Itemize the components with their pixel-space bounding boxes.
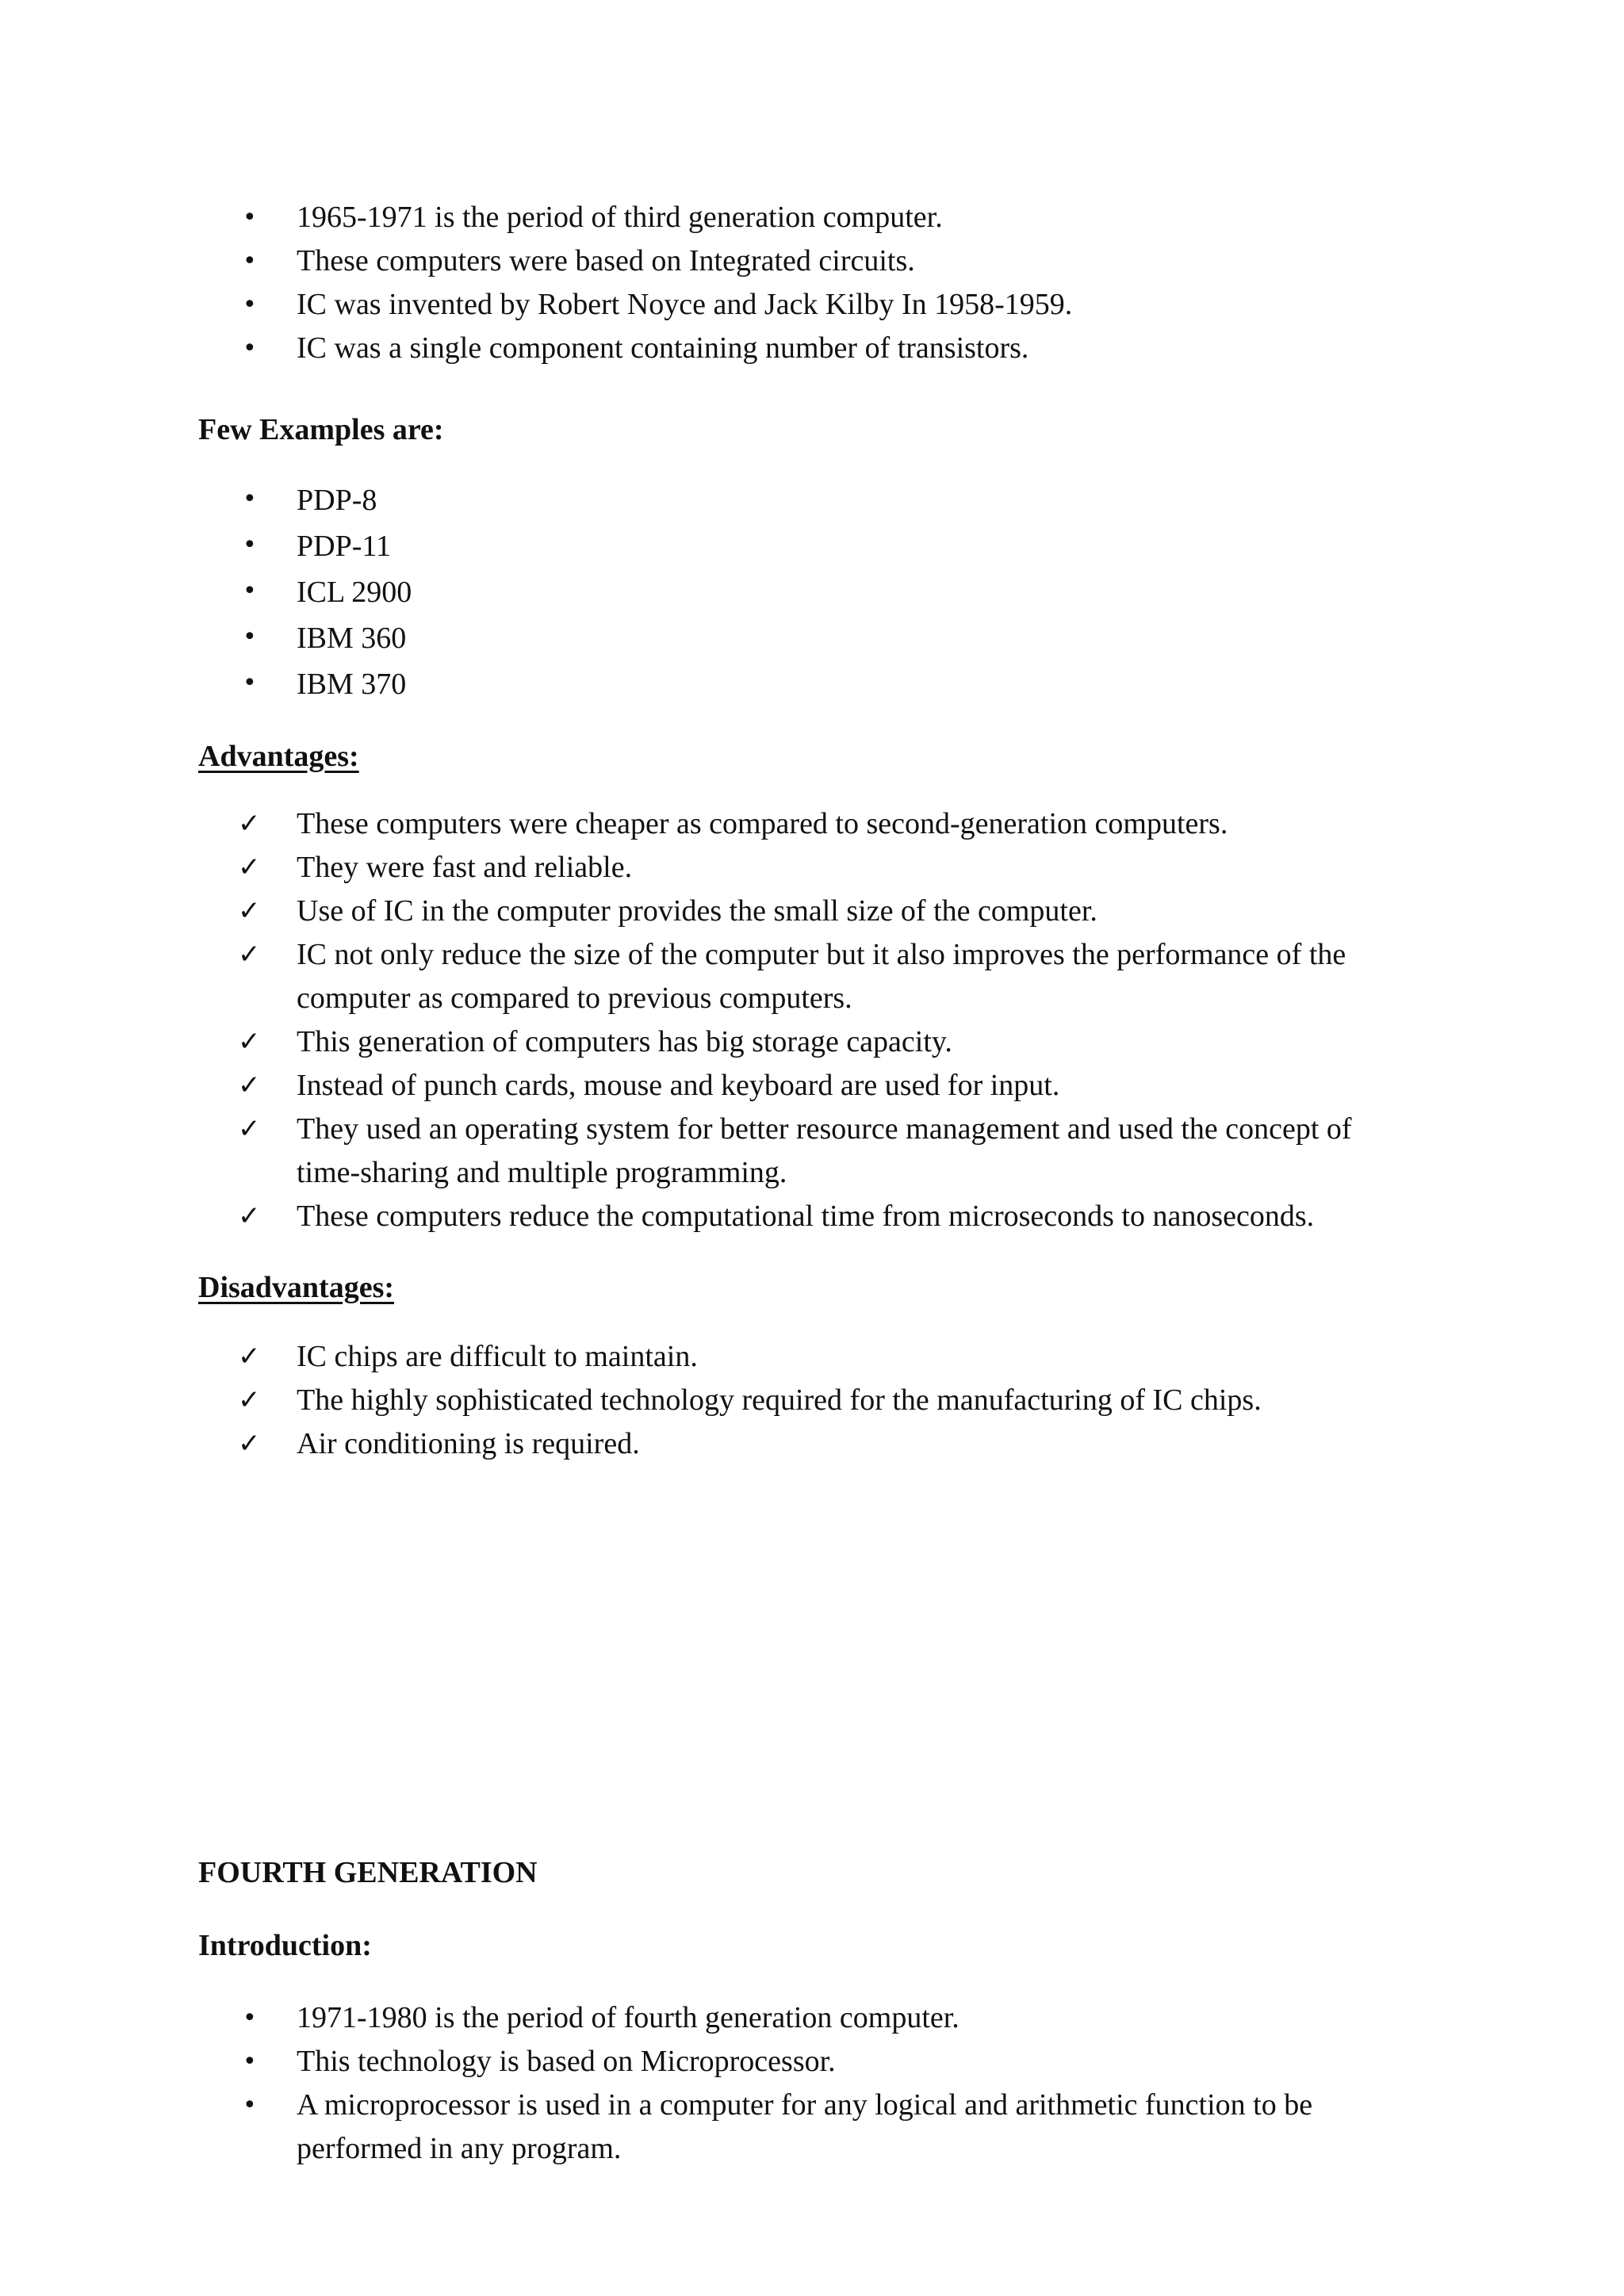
list-item [198,1020,1419,1064]
checkmark-icon: ✓ [238,939,261,970]
advantage-text: This generation of computers has big storage capacity. [297,1025,952,1058]
bullet-icon: • [243,485,257,513]
bullet-text: This technology is based on Microprocessor. [297,2045,836,2078]
checkmark-icon: ✓ [238,1113,261,1145]
checkmark-icon: ✓ [238,1341,261,1372]
fourth-generation-bullet-list [198,1996,1419,2171]
bullet-text: A microprocessor is used in a computer for any logical and arithmetic function to be performed in any program. [297,2088,1313,2165]
list-item [198,196,1419,239]
advantage-text: Use of IC in the computer provides the small size of the computer. [297,894,1097,928]
list-item [198,615,1419,661]
bullet-text: IC was invented by Robert Noyce and Jack Kilby In 1958-1959. [297,288,1073,321]
advantage-text: They used an operating system for better resource management and used the concept of time-sharing and multiple programming. [297,1112,1352,1189]
list-item [198,1379,1419,1422]
advantages-heading: Advantages: [198,740,359,773]
list-item [198,1996,1419,2040]
bullet-icon: • [243,335,257,362]
checkmark-icon: ✓ [238,1384,261,1416]
checkmark-icon: ✓ [238,1026,261,1058]
disadvantage-text: IC chips are difficult to maintain. [297,1340,698,1373]
list-item [198,1335,1419,1379]
bullet-icon: • [243,291,257,319]
list-item [198,569,1419,615]
list-item [198,846,1419,890]
example-text: IBM 360 [297,622,407,655]
bullet-icon: • [243,623,257,651]
disadvantage-text: The highly sophisticated technology required for the manufacturing of IC chips. [297,1383,1262,1417]
example-text: ICL 2900 [297,576,412,609]
list-item [198,933,1419,1020]
bullet-text: 1971-1980 is the period of fourth generation computer. [297,2001,959,2034]
bullet-icon: • [243,204,257,232]
list-item [198,1422,1419,1466]
examples-list [198,477,1419,707]
bullet-icon: • [243,2091,257,2119]
examples-heading: Few Examples are: [198,413,444,446]
advantage-text: These computers reduce the computational time from microseconds to nanoseconds. [297,1200,1315,1233]
checkmark-icon: ✓ [238,895,261,927]
disadvantages-list [198,1335,1419,1466]
checkmark-icon: ✓ [238,851,261,883]
list-item [198,327,1419,370]
bullet-icon: • [243,577,257,605]
list-item [198,802,1419,846]
bullet-icon: • [243,2048,257,2076]
bullet-icon: • [243,247,257,275]
list-item [198,239,1419,283]
fourth-generation-heading: FOURTH GENERATION [198,1856,538,1889]
advantage-text: These computers were cheaper as compared to second-generation computers. [297,807,1228,840]
list-item [198,661,1419,707]
bullet-text: IC was a single component containing number of transistors. [297,331,1029,365]
list-item [198,2040,1419,2084]
disadvantage-text: Air conditioning is required. [297,1427,640,1460]
advantages-list [198,802,1419,1238]
list-item [198,890,1419,933]
list-item [198,523,1419,569]
example-text: PDP-8 [297,484,377,517]
checkmark-icon: ✓ [238,1070,261,1101]
list-item [198,2084,1419,2171]
list-item [198,1195,1419,1238]
bullet-icon: • [243,2004,257,2032]
introduction-heading: Introduction: [198,1929,372,1962]
bullet-text: These computers were based on Integrated circuits. [297,244,915,277]
bullet-text: 1965-1971 is the period of third generation computer. [297,201,943,234]
checkmark-icon: ✓ [238,1428,261,1460]
advantage-text: IC not only reduce the size of the computer but it also improves the performance of the computer as compared to previous computers. [297,938,1346,1015]
example-text: PDP-11 [297,530,391,563]
checkmark-icon: ✓ [238,808,261,840]
bullet-icon: • [243,669,257,697]
example-text: IBM 370 [297,668,407,701]
advantage-text: They were fast and reliable. [297,851,633,884]
bullet-icon: • [243,531,257,559]
intro-bullet-list [198,196,1419,370]
checkmark-icon: ✓ [238,1200,261,1232]
list-item [198,283,1419,327]
disadvantages-heading: Disadvantages: [198,1271,395,1304]
list-item [198,1064,1419,1108]
list-item [198,477,1419,523]
advantage-text: Instead of punch cards, mouse and keyboard are used for input. [297,1069,1060,1102]
list-item [198,1108,1419,1195]
